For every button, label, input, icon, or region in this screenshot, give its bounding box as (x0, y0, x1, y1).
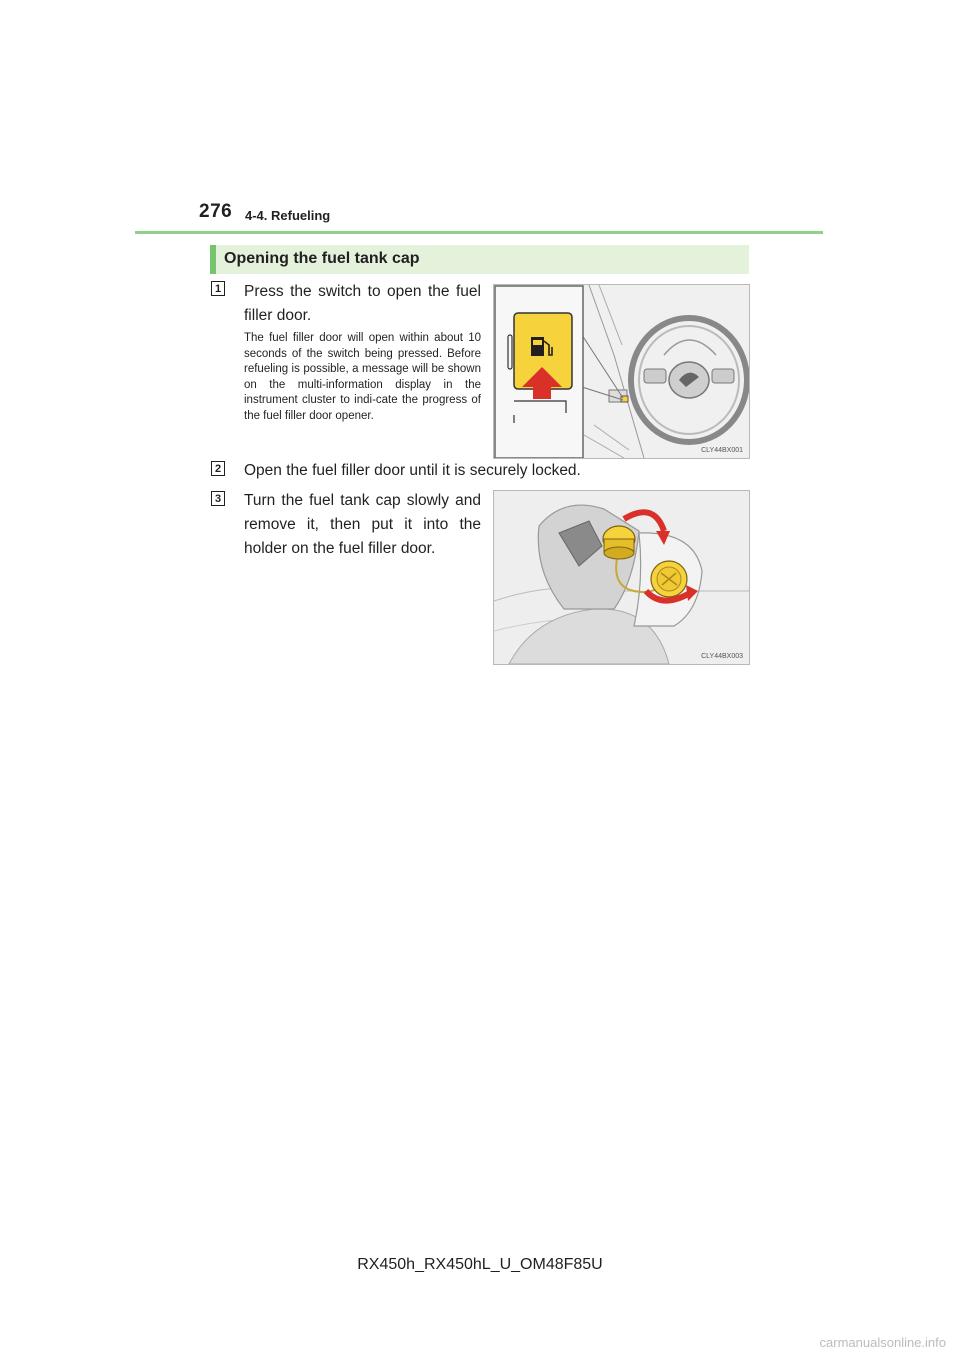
section-heading (210, 245, 749, 274)
figure-code-1: CLY44BX001 (701, 447, 743, 454)
step-number-2: 2 (211, 461, 225, 476)
step-3-text: Turn the fuel tank cap slowly and remove it, then put it into the holder on the fuel filler door. (244, 492, 481, 557)
step-number-1: 1 (211, 281, 225, 296)
section-title: 4-4. Refueling (245, 208, 331, 223)
section-heading-text: Opening the fuel tank cap (224, 250, 420, 267)
figure-fuel-door-switch (493, 284, 750, 459)
step-1-note: The fuel filler door will open within about 10 seconds of the switch being pressed. Before refueling is possible, a message will be shown on the multi-information display in the instrument cluster to indi-cate the progress of the fuel filler door opener. (244, 332, 481, 422)
header-rule (135, 231, 823, 234)
step-number-3: 3 (211, 491, 225, 506)
figure-fuel-cap-removal (493, 490, 750, 665)
watermark: carmanualsonline.info (819, 1335, 946, 1350)
page-number: 276 (199, 201, 233, 222)
footer-model-code: RX450h_RX450hL_U_OM48F85U (357, 1256, 603, 1273)
figure-code-3: CLY44BX003 (701, 653, 743, 660)
step-1-text: Press the switch to open the fuel filler door. (244, 283, 481, 324)
step-2-text: Open the fuel filler door until it is securely locked. (244, 462, 581, 479)
